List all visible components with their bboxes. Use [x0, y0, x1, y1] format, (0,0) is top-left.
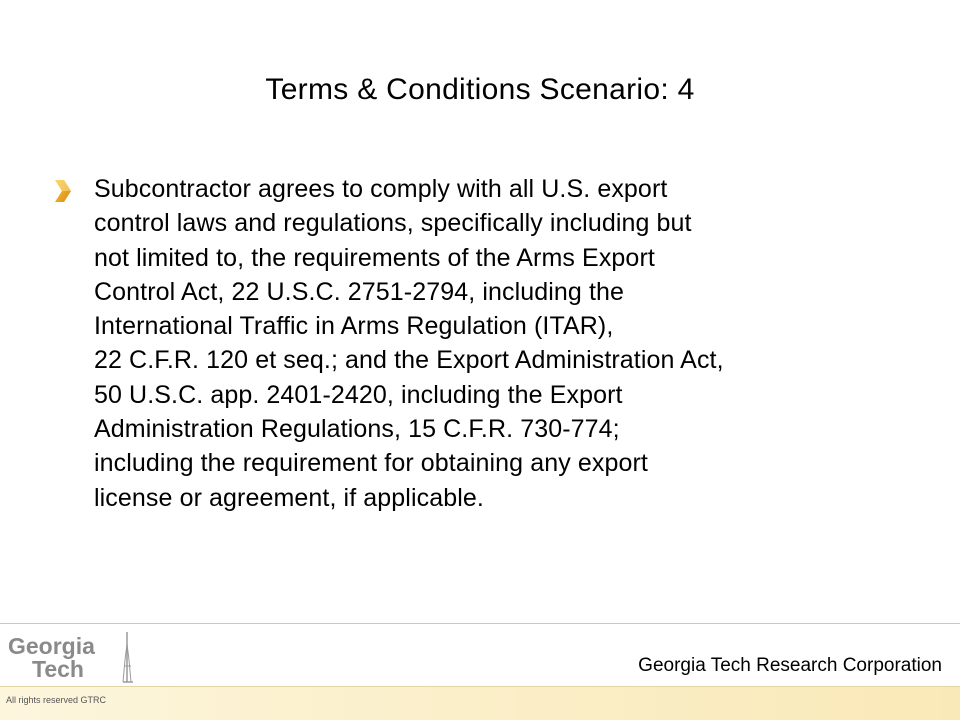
arrow-bullet-icon [52, 178, 74, 208]
logo-line-1: Georgia [8, 633, 95, 659]
logo-line-2: Tech [32, 656, 84, 682]
georgia-tech-logo [6, 630, 140, 684]
bullet-item [52, 172, 912, 515]
bullet-text: Subcontractor agrees to comply with all U.S. export control laws and regulations, specifically including but not limited to, the requirements of the Arms Export Control Act, 22 U.S.C. 2751-2794, including the International Traffic in Arms Regulation (ITAR), 22 C.F.R. 120 et seq.; and the Export Administration Act, 50 U.S.C. app. 2401-2420, including the Export Administration Regulations, 15 C.F.R. 730-774; including the requirement for obtaining any export license or agreement, if applicable. [94, 175, 724, 512]
footer-band [0, 686, 960, 720]
footer-band-border [0, 686, 960, 687]
footer-divider [0, 623, 960, 624]
rights-notice: All rights reserved GTRC [6, 695, 107, 705]
slide-title: Terms & Conditions Scenario: 4 [265, 73, 695, 106]
organization-name: Georgia Tech Research Corporation [638, 655, 942, 676]
